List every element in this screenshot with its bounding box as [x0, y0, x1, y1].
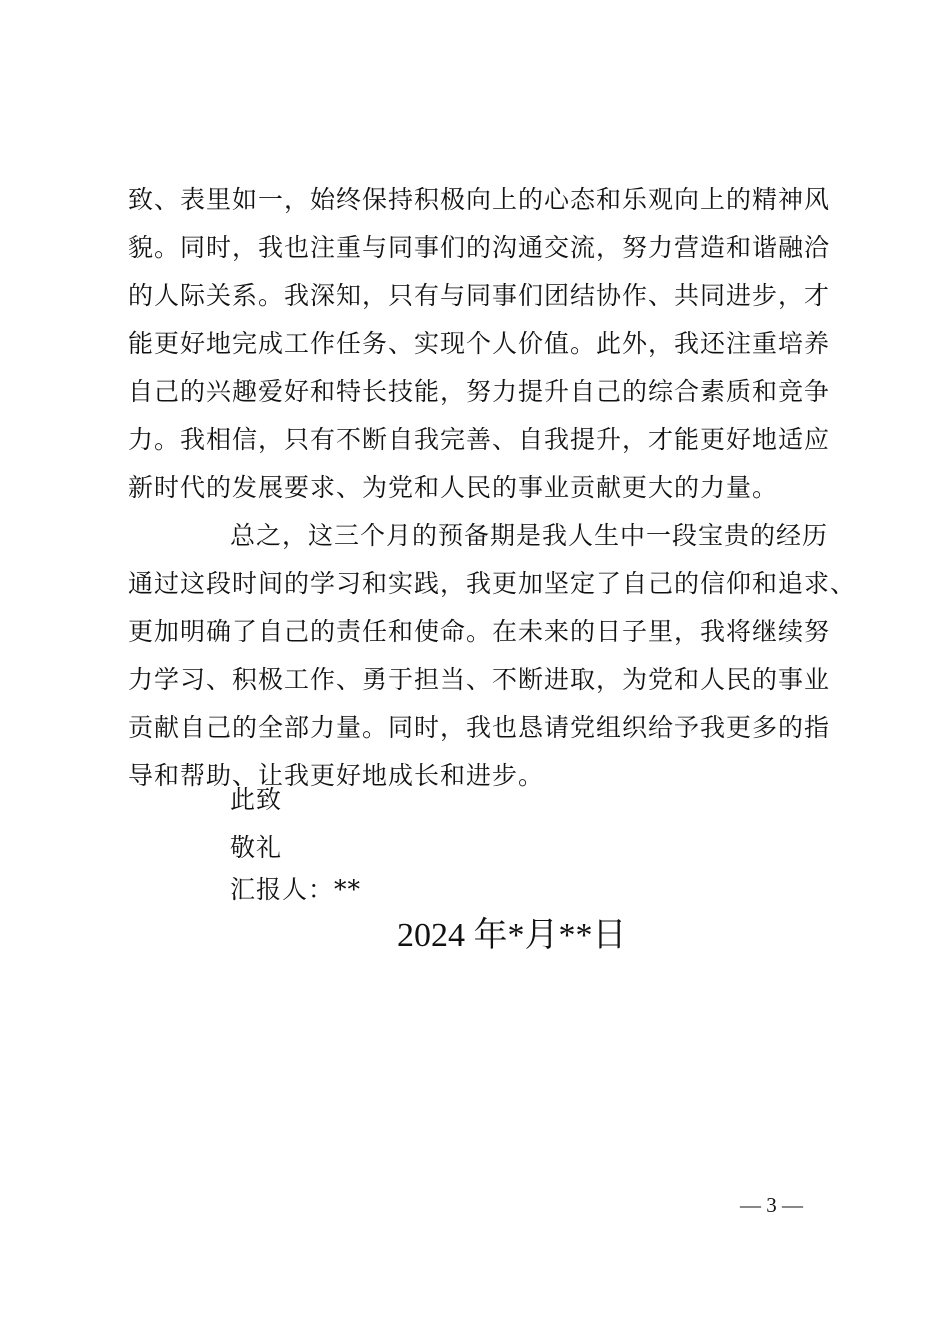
- body-text-line: 貌。同时，我也注重与同事们的沟通交流，努力营造和谐融洽: [128, 233, 831, 262]
- body-text-line: 的人际关系。我深知，只有与同事们团结协作、共同进步，才: [128, 281, 831, 310]
- body-text-line: 通过这段时间的学习和实践，我更加坚定了自己的信仰和追求、: [128, 569, 857, 598]
- report-date: 2024 年*月**日: [397, 917, 627, 954]
- regards: 敬礼: [230, 833, 283, 862]
- body-text-line: 力学习、积极工作、勇于担当、不断进取，为党和人民的事业: [128, 665, 831, 694]
- reporter-signature: 汇报人：**: [230, 875, 362, 904]
- body-text-line: 更加明确了自己的责任和使命。在未来的日子里，我将继续努: [128, 617, 831, 646]
- body-text-line: 力。我相信，只有不断自我完善、自我提升，才能更好地适应: [128, 425, 831, 454]
- body-text-line: 自己的兴趣爱好和特长技能，努力提升自己的综合素质和竞争: [128, 377, 831, 406]
- paragraph-first-line: 总之，这三个月的预备期是我人生中一段宝贵的经历: [230, 521, 829, 550]
- body-text-line: 致、表里如一，始终保持积极向上的心态和乐观向上的精神风: [128, 185, 831, 214]
- salutation: 此致: [230, 785, 283, 814]
- body-text-line: 贡献自己的全部力量。同时，我也恳请党组织给予我更多的指: [128, 713, 831, 742]
- body-text-line: 能更好地完成工作任务、实现个人价值。此外，我还注重培养: [128, 329, 831, 358]
- body-text-line: 新时代的发展要求、为党和人民的事业贡献更大的力量。: [128, 473, 779, 502]
- page-number: — 3 —: [740, 1193, 803, 1217]
- body-text-line: 导和帮助、让我更好地成长和进步。: [128, 761, 545, 790]
